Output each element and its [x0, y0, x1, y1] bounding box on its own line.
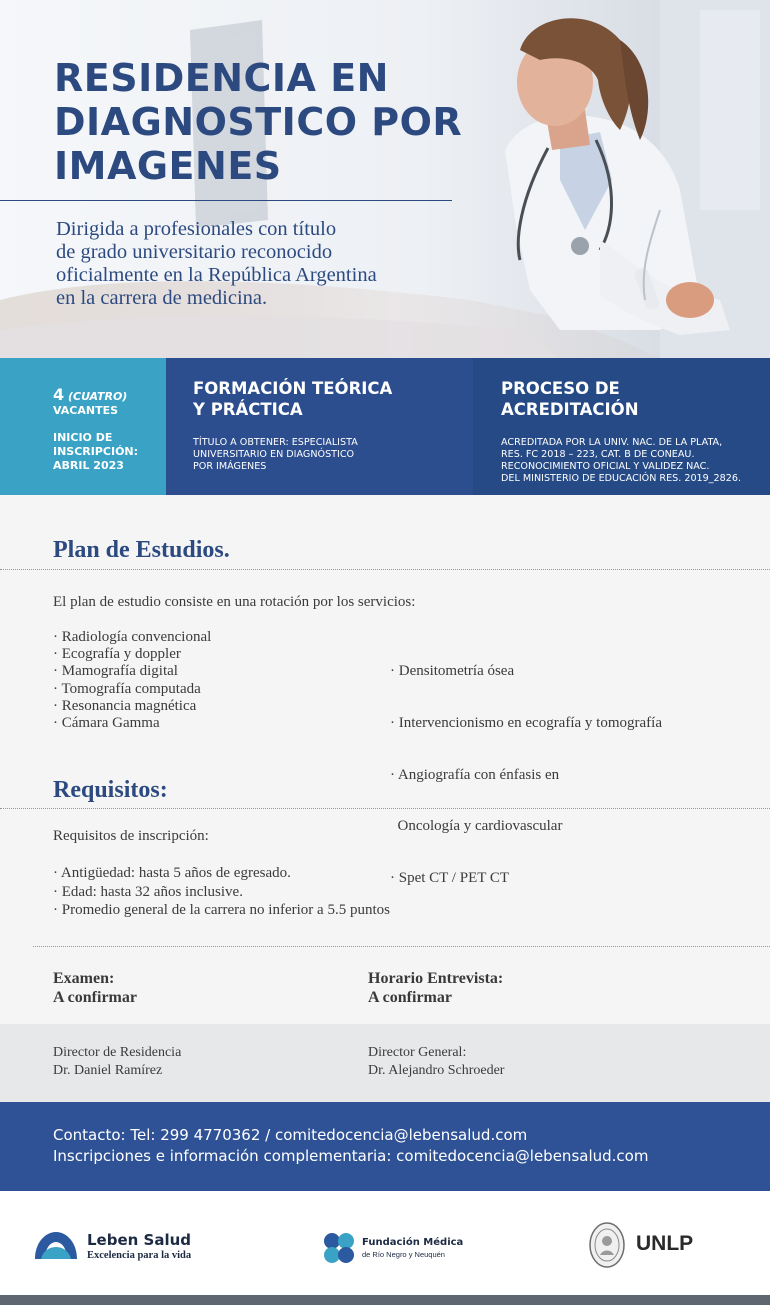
residency-director-role: Director de Residencia	[53, 1045, 182, 1060]
fundacion-medica-icon	[322, 1231, 356, 1265]
interview-value: A confirmar	[368, 989, 452, 1006]
plan-intro: El plan de estudio consiste en una rotación por los servicios:	[53, 594, 416, 610]
contact-line[interactable]: Contacto: Tel: 299 4770362 / comitedocencia@lebensalud.com	[53, 1126, 528, 1144]
accreditation-heading-line: PROCESO DE	[501, 379, 620, 398]
unlp-seal-icon	[588, 1221, 626, 1269]
vacancies-word: (CUATRO)	[67, 390, 128, 403]
unlp-text: UNLP	[636, 1232, 694, 1255]
accreditation-body	[501, 437, 761, 485]
list-item: · Ecografía y doppler	[53, 646, 181, 663]
accreditation-body-line: ACREDITADA POR LA UNIV. NAC. DE LA PLATA,	[501, 437, 723, 448]
hero-banner	[0, 0, 770, 358]
unlp-logo	[588, 1221, 698, 1269]
general-director-name: Dr. Alejandro Schroeder	[368, 1063, 505, 1078]
title-line: RESIDENCIA EN	[54, 56, 389, 100]
requirements-list	[53, 864, 390, 920]
vacancies-label: VACANTES	[53, 404, 119, 417]
title-line: IMAGENES	[54, 144, 282, 188]
interview-block	[368, 969, 503, 1007]
list-item: · Resonancia magnética	[53, 697, 197, 714]
leben-salud-name: Leben Salud	[87, 1231, 192, 1249]
list-item: · Antigüedad: hasta 5 años de egresado.	[53, 865, 291, 881]
plan-list-left	[53, 629, 211, 732]
list-item: · Promedio general de la carrera no inferior a 5.5 puntos	[53, 902, 390, 918]
list-item: · Densitometría ósea	[390, 663, 515, 680]
training-panel	[166, 358, 473, 495]
contact-band	[0, 1102, 770, 1191]
directors-band	[0, 1024, 770, 1102]
interview-label: Horario Entrevista:	[368, 970, 504, 987]
training-body-line: TÍTULO A OBTENER: ESPECIALISTA	[193, 437, 358, 448]
list-item: · Tomografía computada	[53, 680, 201, 697]
list-item: · Angiografía con énfasis en	[390, 766, 560, 783]
plan-divider	[0, 569, 770, 570]
plan-heading: Plan de Estudios.	[53, 537, 230, 563]
subtitle-line: en la carrera de medicina.	[56, 287, 268, 309]
title-divider	[0, 200, 452, 201]
leben-salud-icon	[33, 1229, 79, 1263]
list-item: · Cámara Gamma	[53, 715, 160, 732]
list-item: · Mamografía digital	[53, 663, 178, 680]
training-heading-line: FORMACIÓN TEÓRICA	[193, 379, 393, 398]
hero-subtitle	[56, 218, 456, 310]
vacancies-number: 4	[53, 385, 65, 404]
residency-director-name: Dr. Daniel Ramírez	[53, 1063, 163, 1078]
list-item: · Edad: hasta 32 años inclusive.	[53, 883, 243, 900]
fundacion-medica-line2: de Río Negro y Neuquén	[362, 1250, 445, 1259]
accreditation-heading	[501, 378, 751, 420]
vacancies-panel	[0, 358, 166, 495]
accreditation-body-line: RES. FC 2018 – 223, CAT. B DE CONEAU.	[501, 449, 695, 460]
exam-block	[53, 969, 137, 1007]
subtitle-line: oficialmente en la República Argentina	[56, 264, 377, 286]
requirements-heading: Requisitos:	[53, 777, 168, 803]
training-body	[193, 437, 453, 473]
footer-logos	[0, 1191, 770, 1295]
subtitle-line: Dirigida a profesionales con título	[56, 218, 337, 240]
subtitle-line: de grado universitario reconocido	[56, 241, 333, 263]
list-item: · Intervencionismo en ecografía y tomografía	[390, 715, 662, 732]
vacancies-count	[53, 385, 166, 404]
inscription-line: INICIO DE	[53, 431, 113, 444]
training-heading	[193, 378, 443, 420]
accreditation-body-line: RECONOCIMIENTO OFICIAL Y VALIDEZ NAC.	[501, 461, 710, 472]
list-item: · Radiología convencional	[53, 629, 212, 645]
bottom-bar	[0, 1295, 770, 1305]
fundacion-medica-logo	[322, 1231, 492, 1265]
requirements-divider	[0, 808, 770, 809]
page-title	[54, 56, 494, 188]
fundacion-medica-line1: Fundación Médica	[362, 1237, 464, 1248]
accreditation-panel	[473, 358, 770, 495]
title-line: DIAGNOSTICO POR	[54, 100, 463, 144]
exam-divider	[33, 946, 770, 947]
general-director-role: Director General:	[368, 1045, 467, 1060]
list-item: · Spet CT / PET CT	[390, 869, 510, 886]
requirements-intro: Requisitos de inscripción:	[53, 828, 209, 844]
exam-label: Examen:	[53, 970, 115, 987]
training-body-line: UNIVERSITARIO EN DIAGNÓSTICO	[193, 449, 355, 460]
general-director	[368, 1044, 504, 1080]
inscription-contact-line[interactable]: Inscripciones e información complementaria: comitedocencia@lebensalud.com	[53, 1146, 649, 1165]
training-body-line: POR IMÁGENES	[193, 461, 267, 472]
inscription-line: ABRIL 2023	[53, 459, 124, 472]
training-heading-line: Y PRÁCTICA	[193, 400, 303, 419]
list-item: Oncología y cardiovascular	[390, 818, 563, 835]
accreditation-heading-line: ACREDITACIÓN	[501, 400, 639, 419]
accreditation-body-line: DEL MINISTERIO DE EDUCACIÓN RES. 2019_2826.	[501, 473, 742, 484]
residency-director	[53, 1044, 181, 1080]
plan-list-right	[390, 629, 662, 904]
exam-value: A confirmar	[53, 989, 137, 1006]
inscription-line: INSCRIPCIÓN:	[53, 445, 139, 458]
leben-salud-logo	[33, 1229, 213, 1265]
leben-salud-tagline: Excelencia para la vida	[87, 1250, 192, 1261]
